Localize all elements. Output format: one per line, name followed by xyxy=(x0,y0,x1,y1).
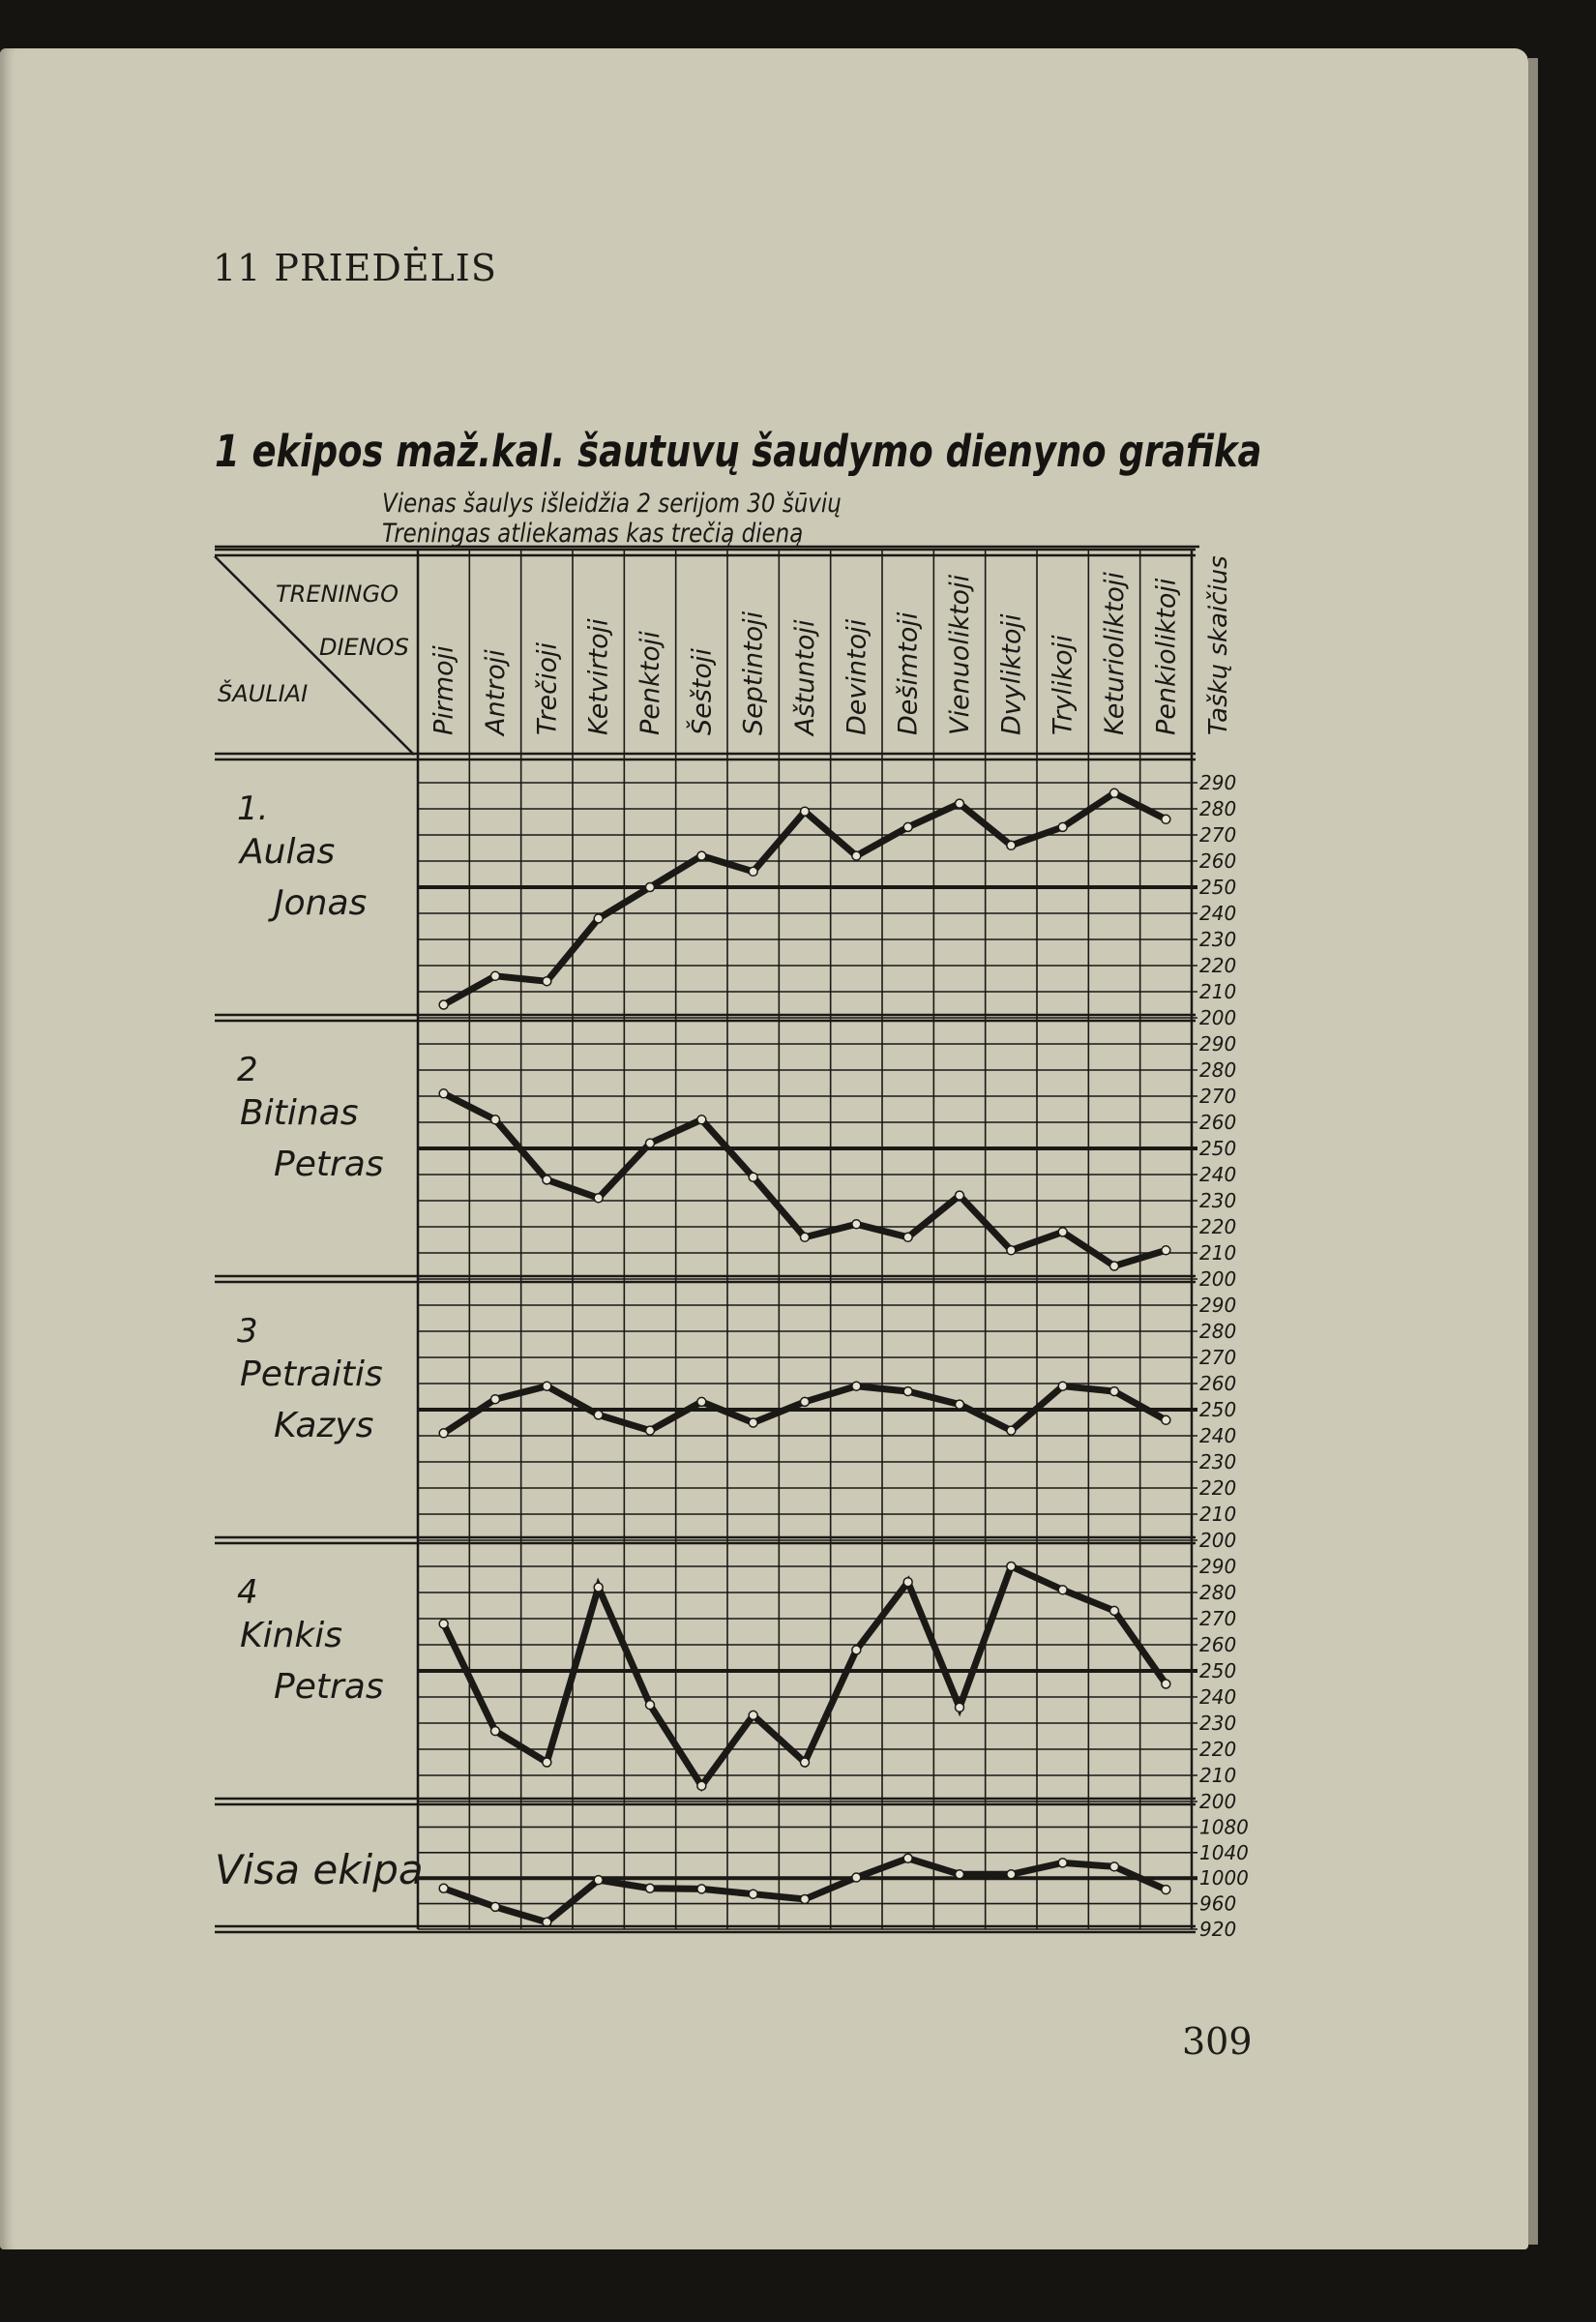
data-point xyxy=(1058,1228,1067,1236)
data-point xyxy=(956,799,964,808)
data-point xyxy=(491,1902,500,1911)
axis-tick-label: 280 xyxy=(1199,1581,1237,1604)
data-point xyxy=(491,1727,500,1736)
data-point xyxy=(852,1873,861,1882)
data-point xyxy=(1110,1262,1119,1270)
data-point xyxy=(1162,1415,1170,1424)
data-point xyxy=(1007,1246,1016,1255)
data-point xyxy=(1058,822,1067,831)
shooter-surname: Bitinas xyxy=(240,1093,359,1133)
axis-tick-label: 210 xyxy=(1199,1503,1237,1526)
data-point xyxy=(801,1894,810,1903)
axis-tick-label: 280 xyxy=(1199,1320,1237,1343)
axis-tick-label: 1000 xyxy=(1199,1866,1249,1890)
axis-tick-label: 960 xyxy=(1199,1891,1237,1916)
data-point xyxy=(646,1884,655,1892)
axis-tick-label: 260 xyxy=(1199,849,1237,873)
data-point xyxy=(852,1382,861,1390)
data-point xyxy=(903,1854,912,1862)
data-point xyxy=(594,1411,603,1419)
column-label-day: Vienuoliktoji xyxy=(945,574,975,735)
axis-tick-label: 260 xyxy=(1199,1633,1237,1656)
axis-tick-label: 260 xyxy=(1199,1372,1237,1395)
axis-tick-label: 290 xyxy=(1199,1294,1237,1317)
data-point xyxy=(491,1116,500,1124)
data-point xyxy=(594,1876,603,1885)
data-point xyxy=(1162,1680,1170,1688)
column-label-day: Aštuntoji xyxy=(790,619,820,735)
data-point xyxy=(956,1870,964,1879)
shooter-firstname: Petras xyxy=(274,1667,384,1707)
axis-tick-label: 290 xyxy=(1199,1032,1237,1056)
axis-tick-label: 210 xyxy=(1199,1764,1237,1787)
axis-tick-label: 200 xyxy=(1199,1529,1237,1552)
shooter-surname: Aulas xyxy=(240,832,336,872)
data-point xyxy=(903,1387,912,1396)
axis-tick-label: 210 xyxy=(1199,1241,1237,1265)
data-point xyxy=(439,1000,448,1009)
series-line xyxy=(444,793,1167,1005)
axis-tick-label: 1080 xyxy=(1199,1815,1249,1839)
shooter-surname: Petraitis xyxy=(240,1354,383,1394)
shooter-surname: Kinkis xyxy=(240,1616,343,1655)
axis-tick-label: 220 xyxy=(1199,1215,1237,1238)
corner-label-shooters: ŠAULIAI xyxy=(218,680,309,707)
data-point xyxy=(439,1884,448,1892)
data-point xyxy=(697,1885,706,1893)
axis-tick-label: 230 xyxy=(1199,1712,1237,1735)
data-point xyxy=(1110,789,1119,797)
data-point xyxy=(852,1220,861,1229)
data-point xyxy=(439,1089,448,1098)
axis-tick-label: 210 xyxy=(1199,980,1237,1003)
data-point xyxy=(439,1620,448,1628)
column-label-day: Penktoji xyxy=(635,631,665,735)
data-point xyxy=(801,807,810,816)
shooter-number: 3 xyxy=(237,1312,258,1351)
data-point xyxy=(749,1418,757,1427)
column-label-day: Ketvirtoji xyxy=(583,618,614,735)
axis-tick-label: 250 xyxy=(1199,1659,1237,1682)
data-point xyxy=(646,1426,655,1435)
shooter-firstname: Kazys xyxy=(274,1406,374,1445)
axis-tick-label: 220 xyxy=(1199,954,1237,977)
data-point xyxy=(1007,841,1016,849)
data-point xyxy=(801,1397,810,1406)
data-point xyxy=(1110,1606,1119,1615)
column-label-day: Trečioji xyxy=(532,642,563,735)
data-point xyxy=(801,1758,810,1767)
data-point xyxy=(594,1194,603,1203)
data-point xyxy=(852,1646,861,1654)
data-point xyxy=(903,822,912,831)
axis-tick-label: 200 xyxy=(1199,1790,1237,1813)
data-point xyxy=(903,1578,912,1587)
data-point xyxy=(1058,1859,1067,1867)
axis-tick-label: 270 xyxy=(1199,1346,1237,1369)
axis-tick-label: 270 xyxy=(1199,1085,1237,1108)
axis-tick-label: 270 xyxy=(1199,823,1237,847)
column-label-day: Šeštoji xyxy=(687,648,718,735)
data-point xyxy=(956,1191,964,1200)
data-point xyxy=(1007,1870,1016,1879)
data-point xyxy=(646,1701,655,1710)
axis-tick-label: 240 xyxy=(1199,1424,1237,1447)
axis-tick-label: 270 xyxy=(1199,1607,1237,1630)
axis-tick-label: 240 xyxy=(1199,902,1237,925)
axis-tick-label: 230 xyxy=(1199,1189,1237,1212)
axis-tick-label: 230 xyxy=(1199,928,1237,951)
axis-tick-label: 230 xyxy=(1199,1450,1237,1474)
data-point xyxy=(697,1781,706,1790)
data-point xyxy=(439,1429,448,1438)
data-point xyxy=(1058,1586,1067,1594)
series-line xyxy=(444,1859,1167,1922)
data-point xyxy=(697,1397,706,1406)
data-point xyxy=(697,851,706,860)
shooter-number: 4 xyxy=(237,1573,258,1612)
data-point xyxy=(646,883,655,892)
running-head: 11 PRIEDĖLIS xyxy=(213,247,497,289)
data-point xyxy=(903,1233,912,1241)
data-point xyxy=(543,1382,551,1390)
axis-tick-label: 240 xyxy=(1199,1685,1237,1709)
data-point xyxy=(1110,1862,1119,1871)
data-point xyxy=(749,1173,757,1181)
data-point xyxy=(1162,1246,1170,1255)
shooter-number: 2 xyxy=(237,1051,258,1089)
axis-tick-label: 1040 xyxy=(1199,1840,1249,1864)
corner-label-days-top: TRENINGO xyxy=(276,580,399,608)
data-point xyxy=(491,1395,500,1404)
page-number: 309 xyxy=(1182,2020,1253,2063)
column-label-day: Dvyliktoji xyxy=(996,613,1027,735)
axis-tick-label: 220 xyxy=(1199,1476,1237,1500)
data-point xyxy=(594,1583,603,1592)
axis-tick-label: 290 xyxy=(1199,1555,1237,1578)
data-point xyxy=(543,977,551,986)
shooter-number: 1. xyxy=(237,789,269,828)
data-point xyxy=(1110,1387,1119,1396)
axis-tick-label: 220 xyxy=(1199,1738,1237,1761)
axis-tick-label: 250 xyxy=(1199,1137,1237,1160)
column-label-day: Trylikoji xyxy=(1048,635,1079,735)
axis-tick-label: 240 xyxy=(1199,1163,1237,1186)
data-point xyxy=(543,1758,551,1767)
data-point xyxy=(749,1711,757,1719)
axis-tick-label: 250 xyxy=(1199,1398,1237,1421)
series-line xyxy=(444,1566,1167,1786)
right-axis-label: Taškų skaičius xyxy=(1204,555,1233,735)
corner-label-days: DIENOS xyxy=(319,634,409,661)
chart-title: 1 ekipos maž.kal. šautuvų šaudymo dienyno grafika xyxy=(215,426,1262,477)
data-point xyxy=(1007,1426,1016,1435)
data-point xyxy=(697,1116,706,1124)
data-point xyxy=(852,851,861,860)
column-label-day: Penkioliktoji xyxy=(1151,578,1182,735)
axis-tick-label: 250 xyxy=(1199,876,1237,899)
column-label-day: Dešimtoji xyxy=(893,611,924,735)
data-point xyxy=(1162,815,1170,823)
chart-subtitle-1: Vienas šaulys išleidžia 2 serijom 30 šūvių xyxy=(382,489,842,519)
team-total-label: Visa ekipa xyxy=(215,1846,424,1893)
axis-tick-label: 280 xyxy=(1199,1058,1237,1082)
data-point xyxy=(801,1233,810,1241)
data-point xyxy=(491,971,500,980)
column-label-day: Keturioliktoji xyxy=(1100,572,1130,735)
data-point xyxy=(956,1703,964,1712)
data-point xyxy=(594,914,603,923)
data-point xyxy=(1007,1563,1016,1571)
data-point xyxy=(543,1176,551,1184)
axis-tick-label: 200 xyxy=(1199,1267,1237,1291)
column-label-day: Devintoji xyxy=(842,618,872,735)
column-label-day: Pirmoji xyxy=(429,645,459,735)
shooter-firstname: Petras xyxy=(274,1145,384,1184)
data-point xyxy=(1058,1382,1067,1390)
axis-tick-label: 280 xyxy=(1199,797,1237,820)
column-label-day: Septintoji xyxy=(738,610,769,735)
data-point xyxy=(1162,1886,1170,1894)
data-point xyxy=(646,1139,655,1147)
axis-tick-label: 200 xyxy=(1199,1006,1237,1029)
data-point xyxy=(749,867,757,876)
chart-subtitle-2: Treningas atliekamas kas trečią dieną xyxy=(382,519,804,549)
shooter-firstname: Jonas xyxy=(274,883,368,923)
axis-tick-label: 290 xyxy=(1199,771,1237,794)
data-point xyxy=(956,1400,964,1409)
axis-tick-label: 260 xyxy=(1199,1111,1237,1134)
data-point xyxy=(749,1890,757,1898)
axis-tick-label: 920 xyxy=(1199,1918,1237,1941)
column-label-day: Antroji xyxy=(481,649,511,735)
